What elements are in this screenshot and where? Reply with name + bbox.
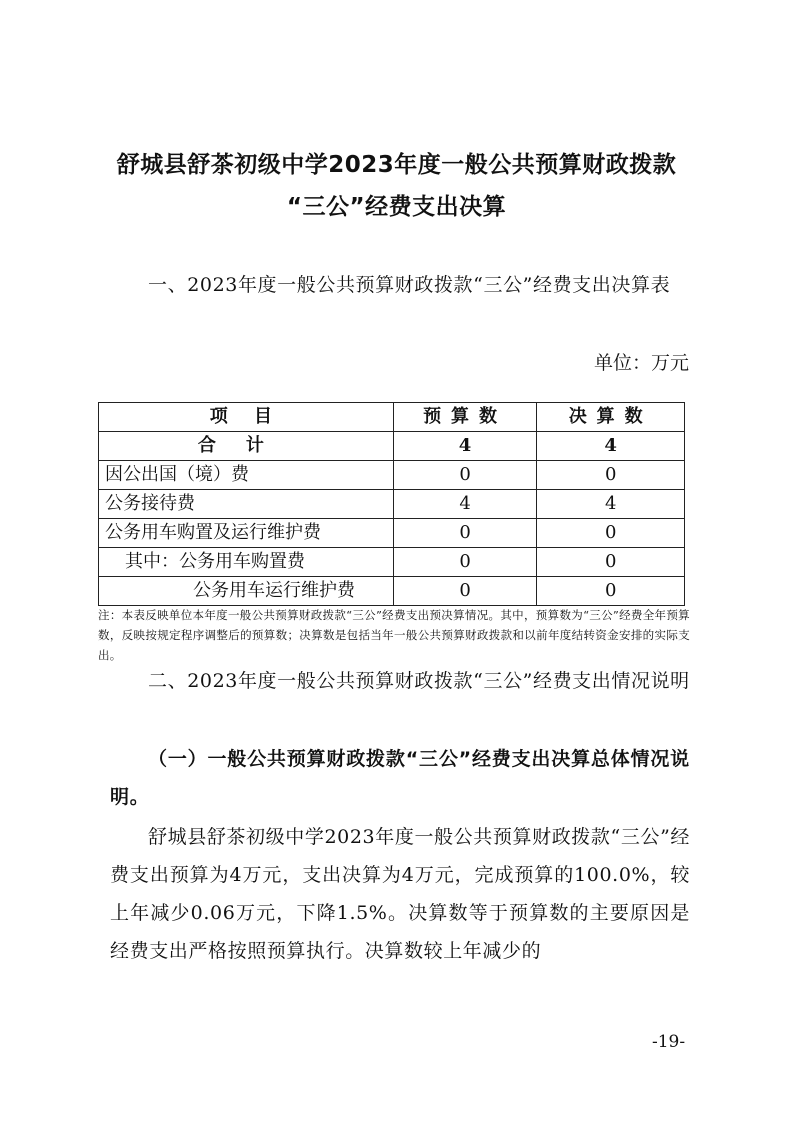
unit-label: 单位：万元: [593, 352, 689, 374]
table-row: [99, 548, 685, 577]
header-budget: 预算数: [393, 403, 537, 432]
table-row: [99, 519, 685, 548]
table-row: [99, 577, 685, 606]
total-final: 4: [537, 432, 685, 461]
row-final: 0: [537, 461, 685, 490]
total-budget: 4: [393, 432, 537, 461]
total-label: 合计: [99, 432, 394, 461]
section1-heading: 一、2023年度一般公共预算财政拨款“三公”经费支出决算表: [148, 274, 671, 296]
row-final: 0: [537, 548, 685, 577]
row-budget: 0: [393, 577, 537, 606]
row-label: 公务用车运行维护费: [99, 577, 394, 606]
row-budget: 4: [393, 490, 537, 519]
row-final: 0: [537, 577, 685, 606]
table-note: 注：本表反映单位本年度一般公共预算财政拨款“三公”经费支出预决算情况。其中，预算数为“三公”经费全年预算数，反映按规定程序调整后的预算数；决算数是包括当年一般公共预算财政拨款和以前年度结转资金安排的实际支出。: [98, 608, 690, 662]
table-total-row: [99, 432, 685, 461]
header-item: 项 目: [99, 403, 394, 432]
row-final: 4: [537, 490, 685, 519]
page-number: -19-: [652, 1032, 686, 1052]
table-header-row: [99, 403, 685, 432]
section2-heading: 二、2023年度一般公共预算财政拨款“三公”经费支出情况说明: [148, 670, 690, 692]
document-title-line2: “三公”经费支出决算: [286, 194, 507, 220]
row-final: 0: [537, 519, 685, 548]
row-budget: 0: [393, 519, 537, 548]
table-row: [99, 490, 685, 519]
header-final: 决算数: [537, 403, 685, 432]
row-label: 公务接待费: [99, 490, 394, 519]
table-row: [99, 461, 685, 490]
row-label: 因公出国（境）费: [99, 461, 394, 490]
row-budget: 0: [393, 548, 537, 577]
expenditure-table: [98, 402, 685, 606]
row-label: 公务用车购置及运行维护费: [99, 519, 394, 548]
document-title-line1: 舒城县舒茶初级中学2023年度一般公共预算财政拨款: [116, 152, 677, 178]
subsection1-heading: （一）一般公共预算财政拨款“三公”经费支出决算总体情况说明。: [110, 748, 690, 808]
row-budget: 0: [393, 461, 537, 490]
body-paragraph: 舒城县舒茶初级中学2023年度一般公共预算财政拨款“三公”经费支出预算为4万元，支出决算为4万元，完成预算的100.0%，较上年减少0.06万元，下降1.5%。决算数等于预算数的主要原因是经费支出严格按照预算执行。决算数较上年减少的: [110, 826, 690, 962]
row-label: 其中：公务用车购置费: [99, 548, 394, 577]
